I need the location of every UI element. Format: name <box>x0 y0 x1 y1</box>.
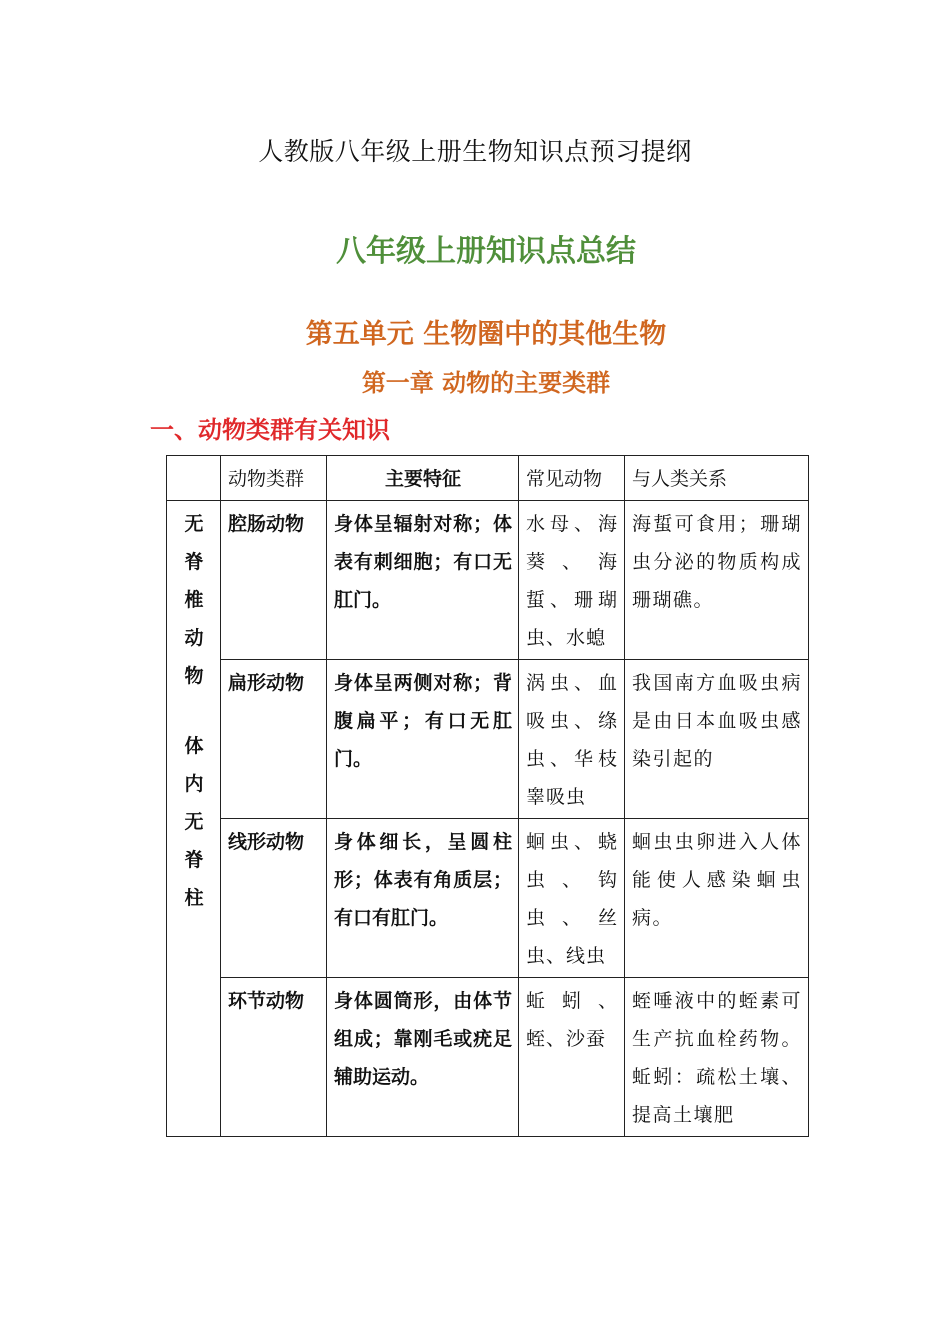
category-cell: 环节动物 <box>221 978 327 1137</box>
features-cell: 身体呈两侧对称；背腹扁平；有口无肛门。 <box>327 660 519 819</box>
animals-cell: 蚯蚓、蛭、沙蚕 <box>519 978 625 1137</box>
relation-cell: 我国南方血吸虫病是由日本血吸虫感染引起的 <box>625 660 809 819</box>
header-features: 主要特征 <box>327 456 519 501</box>
animals-cell: 水母、海葵、海蜇、珊瑚虫、水螅 <box>519 501 625 660</box>
table-row <box>167 501 809 660</box>
header-category: 动物类群 <box>221 456 327 501</box>
table-header-row <box>167 456 809 501</box>
table-row <box>167 660 809 819</box>
features-cell: 身体细长，呈圆柱形；体表有角质层；有口有肛门。 <box>327 819 519 978</box>
header-corner-cell <box>167 456 221 501</box>
side-label-cell <box>167 501 221 1137</box>
animals-cell: 涡虫、血吸虫、绦虫、华枝睾吸虫 <box>519 660 625 819</box>
table-row <box>167 978 809 1137</box>
section-title: 一、动物类群有关知识 <box>150 416 390 444</box>
relation-cell: 蛭唾液中的蛭素可生产抗血栓药物。蚯蚓：疏松土壤、提高土壤肥 <box>625 978 809 1137</box>
table-row <box>167 819 809 978</box>
side-label-no-spine: 体内无脊柱 <box>184 735 204 909</box>
features-cell: 身体呈辐射对称；体表有刺细胞；有口无肛门。 <box>327 501 519 660</box>
relation-cell: 海蜇可食用；珊瑚虫分泌的物质构成珊瑚礁。 <box>625 501 809 660</box>
side-label-invertebrates: 无脊椎动物 <box>184 513 204 687</box>
relation-cell: 蛔虫虫卵进入人体能使人感染蛔虫病。 <box>625 819 809 978</box>
document-title: 人教版八年级上册生物知识点预习提纲 <box>258 137 692 166</box>
category-cell: 腔肠动物 <box>221 501 327 660</box>
features-cell: 身体圆筒形，由体节组成；靠刚毛或疣足辅助运动。 <box>327 978 519 1137</box>
category-cell: 扁形动物 <box>221 660 327 819</box>
unit-title: 第五单元 生物圈中的其他生物 <box>305 319 667 350</box>
category-cell: 线形动物 <box>221 819 327 978</box>
animal-groups-table <box>166 455 809 1137</box>
header-animals: 常见动物 <box>519 456 625 501</box>
header-relation: 与人类关系 <box>625 456 809 501</box>
animals-cell: 蛔虫、蛲虫、钩虫、丝虫、线虫 <box>519 819 625 978</box>
summary-title: 八年级上册知识点总结 <box>336 234 636 269</box>
chapter-title: 第一章 动物的主要类群 <box>361 369 611 397</box>
